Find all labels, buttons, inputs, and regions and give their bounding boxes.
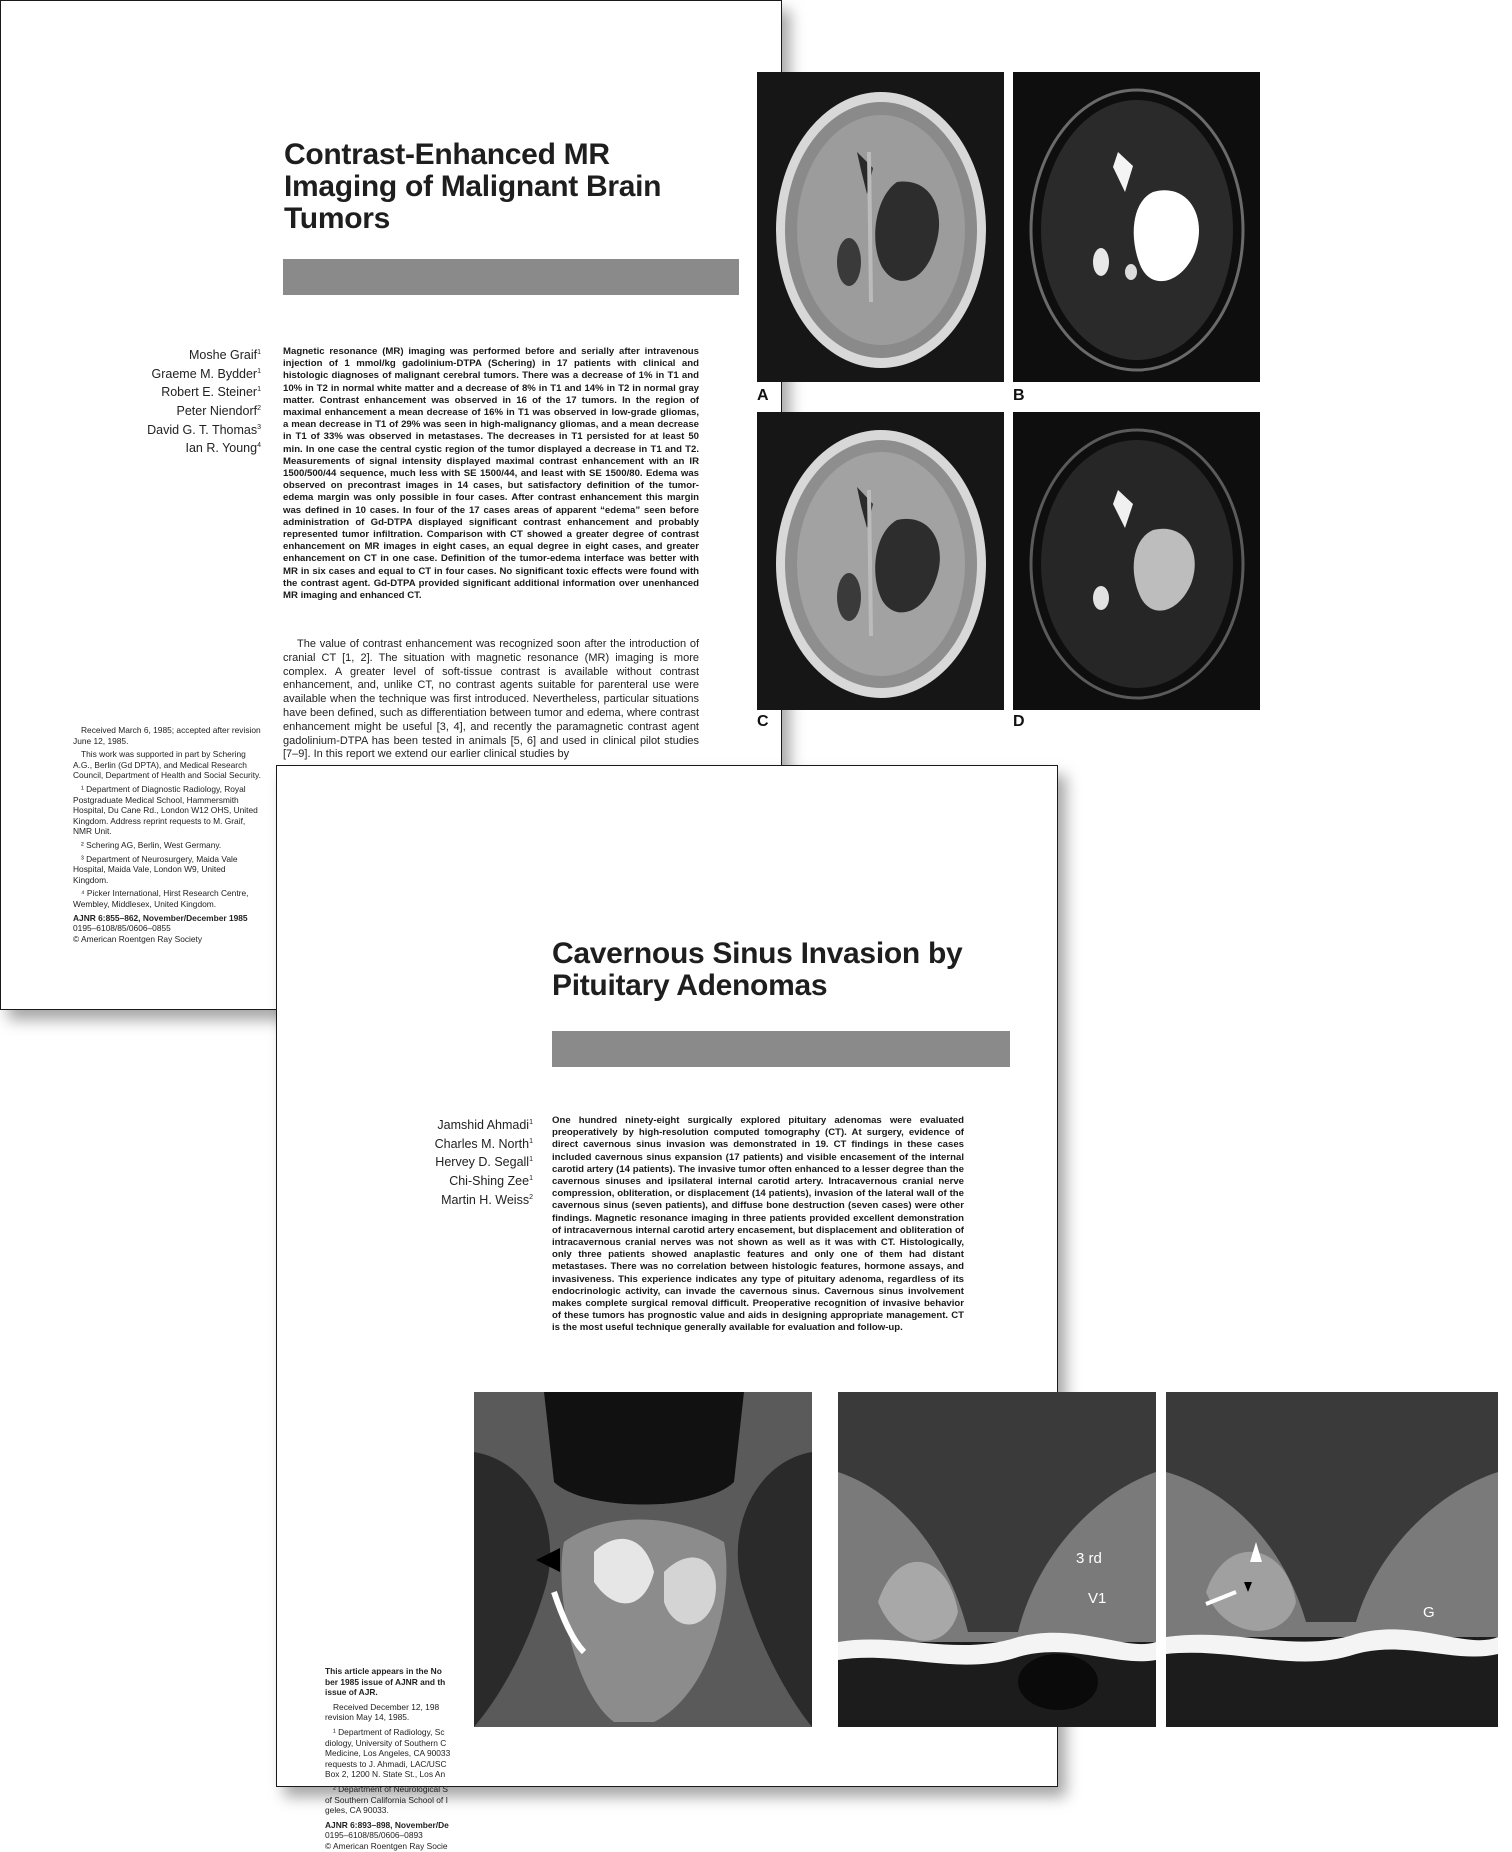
figure-label-d: D	[1013, 713, 1025, 730]
author-name: Ian R. Young$^4$	[185, 441, 261, 456]
article1-abstract: Magnetic resonance (MR) imaging was performed before and serially after intravenous injection of 1 mmol/kg gadolinium-DTPA (Schering) in 17 patients with clinical and histologic diagnoses of malignant cerebral tumors. There was a decrease of 1% in T1 and 10% in T2 in normal white matter and a decrease of 8% in T1 and 14% in T2 in normal gray matter. Contrast enhancement was observed in 16 of the 17 tumors. In the region of maximal enhancement a mean decrease of 16% in T1 was observed in low-grade gliomas, a mean decrease in T1 of 29% was seen in high-malignancy gliomas, and a mean decrease in T1 of 33% was observed in metastases. The decreases in T1 persisted for at least 50 min. In one case the central cystic region of the tumor displayed a decrease in T1 and T2. Measurements of signal intensity displayed maximal contrast enhancement with an IR 1500/500/44 sequence, much less with SE 1500/44, and least with SE 1500/80. Edema was observed on precontrast images in 14 cases, but satisfactory definition of the tumor-edema margin was only possible in four cases. After contrast enhancement this margin was defined in 10 cases. In four of the 17 cases areas of apparent “edema” seen before administration of Gd-DTPA displayed significant contrast enhancement and probably represented tumor infiltration. Comparison with CT showed a greater degree of contrast enhancement on MR images in eight cases, an equal degree in eight cases, and greater enhancement on CT in one case. Definition of the tumor-edema interface was better with MR in six cases and equal to CT in four cases. No significant toxic effects were found with the contrast agent. Gd-DTPA provided significant additional information over unenhanced MR imaging and enhanced CT.	[283, 346, 699, 602]
footnote: ² Schering AG, Berlin, West Germany.	[81, 839, 222, 850]
article1-title: Contrast-Enhanced MR Imaging of Malignant Brain Tumors	[284, 138, 662, 235]
ct-figure-coronal	[474, 1392, 812, 1727]
author-name: Chi-Shing Zee$^1$	[449, 1174, 533, 1189]
annotation-v1: V1	[1088, 1590, 1107, 1607]
footnote: ⁴ Picker International, Hirst Research Centre, Wembley, Middlesex, United Kingdom.	[73, 888, 249, 909]
article1-footnotes	[73, 725, 261, 944]
footnote: geles, CA 90033.	[325, 1805, 389, 1816]
footnote: ¹ Department of Diagnostic Radiology, Royal Postgraduate Medical School, Hammersmith Hospital, Du Cane Rd., London W12 OHS, United Kingdom. Address reprint requests to M. Graif, NMR Unit.	[73, 783, 258, 837]
copyright: © American Roentgen Ray Socie	[325, 1840, 448, 1851]
article2-title: Cavernous Sinus Invasion by Pituitary Adenomas	[552, 937, 963, 1002]
footnote: This article appears in the No	[325, 1666, 442, 1676]
footnote: Received March 6, 1985; accepted after revision June 12, 1985.	[73, 725, 261, 746]
author-name: Hervey D. Segall$^1$	[435, 1155, 533, 1170]
footnote: Box 2, 1200 N. State St., Los An	[325, 1769, 446, 1780]
author-name: David G. T. Thomas$^3$	[147, 422, 261, 437]
figure-panel-c	[757, 412, 1004, 710]
copyright: © American Roentgen Ray Society	[73, 933, 203, 944]
footnote: This work was supported in part by Schering A.G., Berlin (Gd DPTA), and Medical Research Council, Department of Health and Social Security.	[73, 749, 261, 781]
article1-body-text: The value of contrast enhancement was recognized soon after the introduction of cranial CT [1, 2]. The situation with magnetic resonance (MR) imaging is more complex. A greater level of soft-tissue contrast is available without contrast enhancement, and, unlike CT, no contrast agents suitable for parenteral use were available when the technique was first introduced. Nevertheless, particular situations have been defined, such as differentiation between tumor and edema, where contrast enhancement might be useful [3, 4], and recently the paramagnetic contrast agent gadolinium-DTPA has been tested in animals [5, 6] and used in clinical pilot studies [7–9]. In this report we extend our earlier clinical studies by	[283, 638, 699, 761]
author-name: Robert E. Steiner$^1$	[161, 385, 261, 400]
footnote: diology, University of Southern C	[325, 1737, 447, 1748]
author-name: Jamshid Ahmadi$^1$	[437, 1118, 533, 1133]
footnote: Medicine, Los Angeles, CA 90033	[325, 1748, 451, 1759]
footnote: ¹ Department of Radiology, Sc	[333, 1726, 445, 1737]
article2-abstract: One hundred ninety-eight surgically explored pituitary adenomas were evaluated preoperatively by high-resolution computed tomography (CT). At surgery, evidence of direct cavernous sinus invasion was demonstrated in 19. CT findings in these cases included cavernous sinus expansion (17 patients) and visible encasement of the internal carotid artery (14 patients). The invasive tumor often enhanced to a lesser degree than the cavernous sinuses and ipsilateral internal carotid artery. Intracavernous cranial nerve compression, obliteration, or displacement (14 patients), invasion of the lateral wall of the cavernous sinus (seven patients), and diffuse bone destruction (seven cases) were other findings. Magnetic resonance imaging in three patients provided excellent demonstration of intracavernous internal carotid artery encasement, but displacement and obliteration of intracavernous cranial nerves was not shown as well as it was with CT. Histologically, only three patients showed anaplastic features and only one of them had distant metastases. There was no correlation between histologic features, hormone assays, and invasiveness. This experience indicates any type of pituitary adenoma, regardless of its endocrinologic activity, can invade the cavernous sinus. Cavernous sinus involvement makes complete surgical removal difficult. Preoperative recognition of invasive behavior of these tumors has prognostic value and aids in designing appropriate management. CT is the most useful technique generally available for evaluation and follow-up.	[552, 1115, 964, 1334]
article2-authors	[347, 1115, 533, 1208]
annotation-third-ventricle: 3 rd	[1076, 1550, 1102, 1567]
figure-label-c: C	[757, 713, 769, 730]
article2-title-bar	[552, 1031, 1010, 1067]
article2-footnotes	[325, 1666, 453, 1852]
figure-label-b: B	[1013, 387, 1025, 404]
footnote: requests to J. Ahmadi, LAC/USC	[325, 1758, 447, 1769]
journal-citation: AJNR 6:855–862, November/December 1985	[73, 912, 248, 923]
footnote: ³ Department of Neurosurgery, Maida Vale Hospital, Maida Vale, London W9, United Kingdom.	[73, 853, 238, 885]
footnote: revision May 14, 1985.	[325, 1712, 410, 1723]
author-name: Martin H. Weiss$^2$	[441, 1192, 533, 1207]
article1-title-bar	[283, 259, 739, 295]
figure-panel-b	[1013, 72, 1260, 382]
footnote: ber 1985 issue of AJNR and th	[325, 1676, 446, 1687]
author-name: Peter Niendorf$^2$	[176, 404, 261, 419]
footnote: Received December 12, 198	[333, 1701, 440, 1712]
ct-figure-axial-2	[1166, 1392, 1498, 1727]
footnote: issue of AJR.	[325, 1687, 378, 1698]
journal-citation: AJNR 6:893–898, November/De	[325, 1819, 449, 1830]
author-name: Charles M. North$^1$	[434, 1136, 533, 1151]
figure-label-a: A	[757, 387, 769, 404]
author-name: Moshe Graif$^1$	[189, 348, 261, 363]
author-name: Graeme M. Bydder$^1$	[151, 366, 261, 381]
figure-panel-d	[1013, 412, 1260, 710]
issn: 0195–6108/85/0606–0855	[73, 923, 171, 934]
figure-panel-a	[757, 72, 1004, 382]
footnote: ² Department of Neurological S	[333, 1783, 448, 1794]
article1-authors	[91, 345, 261, 457]
annotation-g: G	[1423, 1604, 1435, 1621]
issn: 0195–6108/85/0606–0893	[325, 1830, 423, 1841]
ct-figure-axial-1	[838, 1392, 1156, 1727]
footnote: of Southern California School of I	[325, 1794, 448, 1805]
